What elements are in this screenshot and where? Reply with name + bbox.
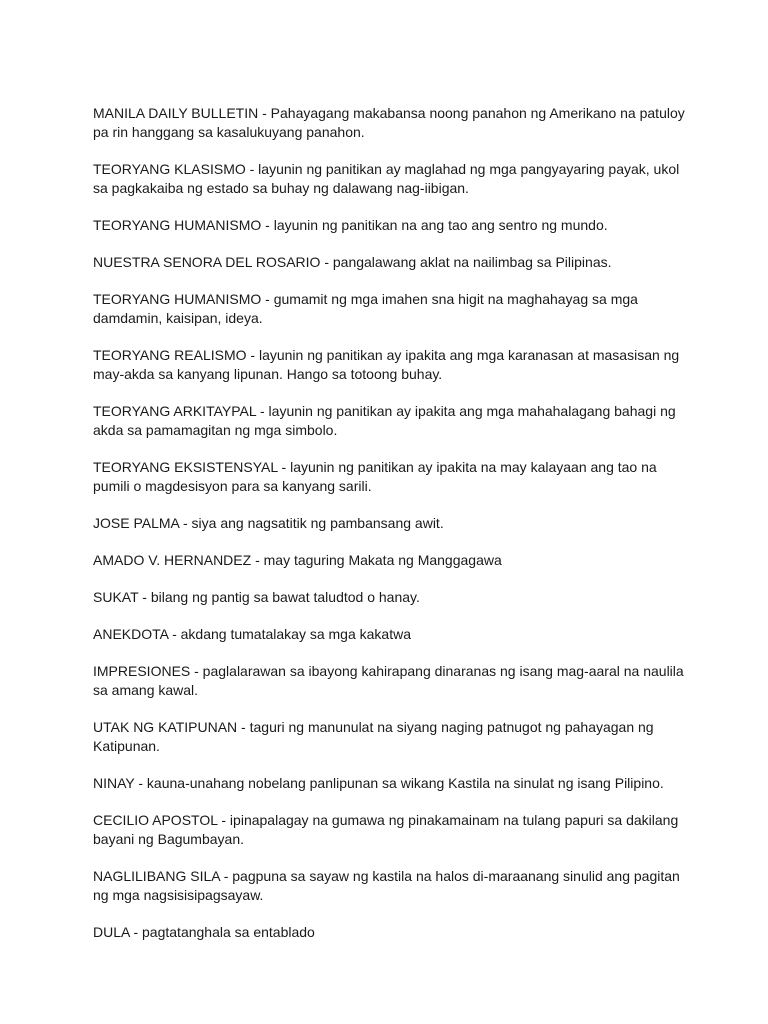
entry-teoryang-humanismo-2: TEORYANG HUMANISMO - gumamit ng mga imahen sna higit na maghahayag sa mga damdamin, kaisipan, ideya.: [93, 291, 638, 326]
entry-nuestra-senora-del-rosario: NUESTRA SENORA DEL ROSARIO - pangalawang aklat na nailimbag sa Pilipinas.: [93, 254, 612, 270]
entry-teoryang-realismo: TEORYANG REALISMO - layunin ng panitikan ay ipakita ang mga karanasan at masasisan ng may-akda sa kanyang lipunan. Hango sa totoong buhay.: [93, 347, 680, 382]
entry-teoryang-klasismo: TEORYANG KLASISMO - layunin ng panitikan ay maglahad ng mga pangyayaring payak, ukol sa pagkakaiba ng estado sa buhay ng dalawang nag-iibigan.: [93, 161, 680, 196]
entry-amado-v-hernandez: AMADO V. HERNANDEZ - may taguring Makata ng Manggagawa: [93, 552, 502, 568]
entry-ninay: NINAY - kauna-unahang nobelang panlipunan sa wikang Kastila na sinulat ng isang Pilipino.: [93, 775, 664, 791]
entry-teoryang-eksistensyal: TEORYANG EKSISTENSYAL - layunin ng panitikan ay ipakita na may kalayaan ang tao na pumili o magdesisyon para sa kanyang sarili.: [93, 459, 657, 494]
entry-naglilibang-sila: NAGLILIBANG SILA - pagpuna sa sayaw ng kastila na halos di-maraanang sinulid ang pagitan ng mga nagsisisipagsayaw.: [93, 868, 680, 903]
entry-cecilio-apostol: CECILIO APOSTOL - ipinapalagay na gumawa ng pinakamainam na tulang papuri sa dakilang bayani ng Bagumbayan.: [93, 812, 679, 847]
entry-teoryang-humanismo: TEORYANG HUMANISMO - layunin ng panitikan na ang tao ang sentro ng mundo.: [93, 217, 608, 233]
entry-jose-palma: JOSE PALMA - siya ang nagsatitik ng pambansang awit.: [93, 515, 444, 531]
entry-impresiones: IMPRESIONES - paglalarawan sa ibayong kahirapang dinaranas ng isang mag-aaral na naulila sa amang kawal.: [93, 663, 684, 698]
entry-manila-daily-bulletin: MANILA DAILY BULLETIN - Pahayagang makabansa noong panahon ng Amerikano na patuloy pa rin hanggang sa kasalukuyang panahon.: [93, 105, 685, 140]
entry-utak-ng-katipunan: UTAK NG KATIPUNAN - taguri ng manunulat na siyang naging patnugot ng pahayagan ng Katipunan.: [93, 719, 654, 754]
entry-teoryang-arkitaypal: TEORYANG ARKITAYPAL - layunin ng panitikan ay ipakita ang mga mahahalagang bahagi ng akda sa pamamagitan ng mga simbolo.: [93, 403, 676, 438]
entry-sukat: SUKAT - bilang ng pantig sa bawat taludtod o hanay.: [93, 589, 420, 605]
entry-dula: DULA - pagtatanghala sa entablado: [93, 924, 315, 940]
entry-anekdota: ANEKDOTA - akdang tumatalakay sa mga kakatwa: [93, 626, 411, 642]
